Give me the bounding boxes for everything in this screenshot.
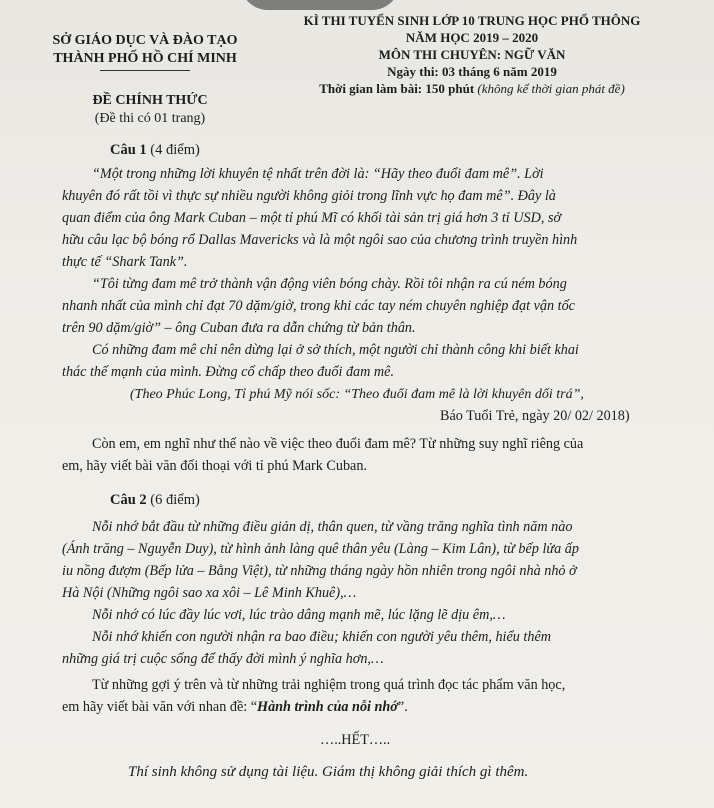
q2-line: Nỗi nhớ khiến con người nhận ra bao điều; khiến con người yêu thêm, hiểu thêm bbox=[92, 629, 551, 645]
q2-task-line-1: Từ những gợi ý trên và từ những trải nghiệm trong quá trình đọc tác phẩm văn học, bbox=[92, 677, 566, 693]
q2-task-prefix: em hãy viết bài văn với nhan đề: “ bbox=[62, 699, 258, 715]
header-divider bbox=[100, 70, 190, 71]
exam-title: KÌ THI TUYỂN SINH LỚP 10 TRUNG HỌC PHỔ THÔNG bbox=[303, 13, 641, 28]
q2-line: những giá trị cuộc sống để thấy đời mình ý nghĩa hơn,… bbox=[62, 651, 384, 667]
question-1-heading bbox=[110, 142, 200, 159]
finger-shadow bbox=[240, 0, 400, 10]
school-year: NĂM HỌC 2019 – 2020 bbox=[405, 30, 539, 45]
q1-task-line-1: Còn em, em nghĩ như thế nào về việc theo đuổi đam mê? Từ những suy nghĩ riêng của bbox=[92, 436, 584, 452]
exam-duration bbox=[262, 80, 682, 97]
duration-text: Thời gian làm bài: 150 phút bbox=[319, 81, 475, 96]
duration-note: (không kể thời gian phát đề) bbox=[477, 81, 625, 96]
subject: MÔN THI CHUYÊN: NGỮ VĂN bbox=[378, 47, 566, 62]
q1-line: thác thế mạnh của mình. Đừng cố chấp theo đuổi đam mê. bbox=[62, 364, 395, 380]
q1-line: “Tôi từng đam mê trở thành vận động viên bóng chày. Rồi tôi nhận ra cú ném bóng bbox=[92, 276, 567, 292]
q1-line: hữu câu lạc bộ bóng rổ Dallas Mavericks và là một ngôi sao của chương trình truyền hình bbox=[62, 232, 578, 248]
department-header bbox=[40, 32, 250, 71]
footer-note: Thí sinh không sử dụng tài liệu. Giám thị không giải thích gì thêm. bbox=[128, 764, 529, 780]
question-1-title: Câu 1 bbox=[110, 142, 147, 158]
exam-date: Ngày thi: 03 tháng 6 năm 2019 bbox=[387, 64, 557, 79]
q2-line: iu nồng đượm (Bếp lửa – Bằng Việt), từ những tháng ngày hồn nhiên trong ngôi nhà nhỏ ở bbox=[62, 563, 577, 579]
q2-line: Nỗi nhớ có lúc đầy lúc vơi, lúc trào dâng mạnh mẽ, lúc lặng lẽ dịu êm,… bbox=[92, 607, 506, 623]
q2-line: (Ánh trăng – Nguyễn Duy), từ hình ảnh làng quê thân yêu (Làng – Kim Lân), từ bếp lửa ấp bbox=[62, 541, 579, 557]
question-1-points: (4 điểm) bbox=[150, 142, 200, 158]
department-line-2: THÀNH PHỐ HỒ CHÍ MINH bbox=[53, 51, 237, 66]
q1-task-line-2: em, hãy viết bài văn đối thoại với tỉ phú Mark Cuban. bbox=[62, 458, 367, 474]
q1-line: “Một trong những lời khuyên tệ nhất trên đời là: “Hãy theo đuổi đam mê”. Lời bbox=[92, 166, 544, 182]
page-count: (Đề thi có 01 trang) bbox=[94, 111, 206, 126]
department-line-1: SỞ GIÁO DỤC VÀ ĐÀO TẠO bbox=[52, 33, 238, 48]
q2-line: Hà Nội (Những ngôi sao xa xôi – Lê Minh Khuê),… bbox=[62, 585, 357, 601]
q1-source-line-2: Báo Tuổi Trẻ, ngày 20/ 02/ 2018) bbox=[440, 408, 630, 424]
q2-task-title: Hành trình của nỗi nhớ bbox=[257, 699, 398, 715]
q2-task-line-2 bbox=[62, 697, 408, 718]
q2-task-suffix: ”. bbox=[397, 699, 408, 715]
q2-line: Nỗi nhớ bắt đầu từ những điều giản dị, thân quen, từ vầng trăng nghĩa tình năm nào bbox=[92, 519, 573, 535]
q1-line: quan điểm của ông Mark Cuban – một tỉ phú Mĩ có khối tài sản trị giá hơn 3 tỉ USD, sở bbox=[62, 210, 562, 226]
q1-line: Có những đam mê chỉ nên dừng lại ở sở thích, một người chỉ thành công khi biết khai bbox=[92, 342, 579, 358]
q1-line: thực tế “Shark Tank”. bbox=[62, 254, 188, 270]
question-2-title: Câu 2 bbox=[110, 492, 147, 508]
official-block bbox=[60, 92, 240, 128]
question-2-heading bbox=[110, 492, 200, 509]
end-mark: …..HẾT….. bbox=[320, 732, 391, 748]
q1-source-line-1: (Theo Phúc Long, Tỉ phú Mỹ nói sốc: “Theo đuổi đam mê là lời khuyên dối trá”, bbox=[130, 387, 584, 402]
q1-line: trên 90 dặm/giờ” – ông Cuban đưa ra dẫn chứng từ bản thân. bbox=[62, 320, 416, 336]
exam-header bbox=[262, 12, 682, 97]
official-label: ĐỀ CHÍNH THỨC bbox=[92, 93, 208, 108]
question-2-points: (6 điểm) bbox=[150, 492, 200, 508]
q1-line: nhanh nhất của mình chỉ đạt 70 dặm/giờ, trong khi các tay ném chuyên nghiệp đạt vận tốc bbox=[62, 298, 575, 314]
q1-line: khuyên đó rất tồi vì thực sự nhiều người không giỏi trong lĩnh vực họ đam mê”. Đây là bbox=[62, 188, 556, 204]
